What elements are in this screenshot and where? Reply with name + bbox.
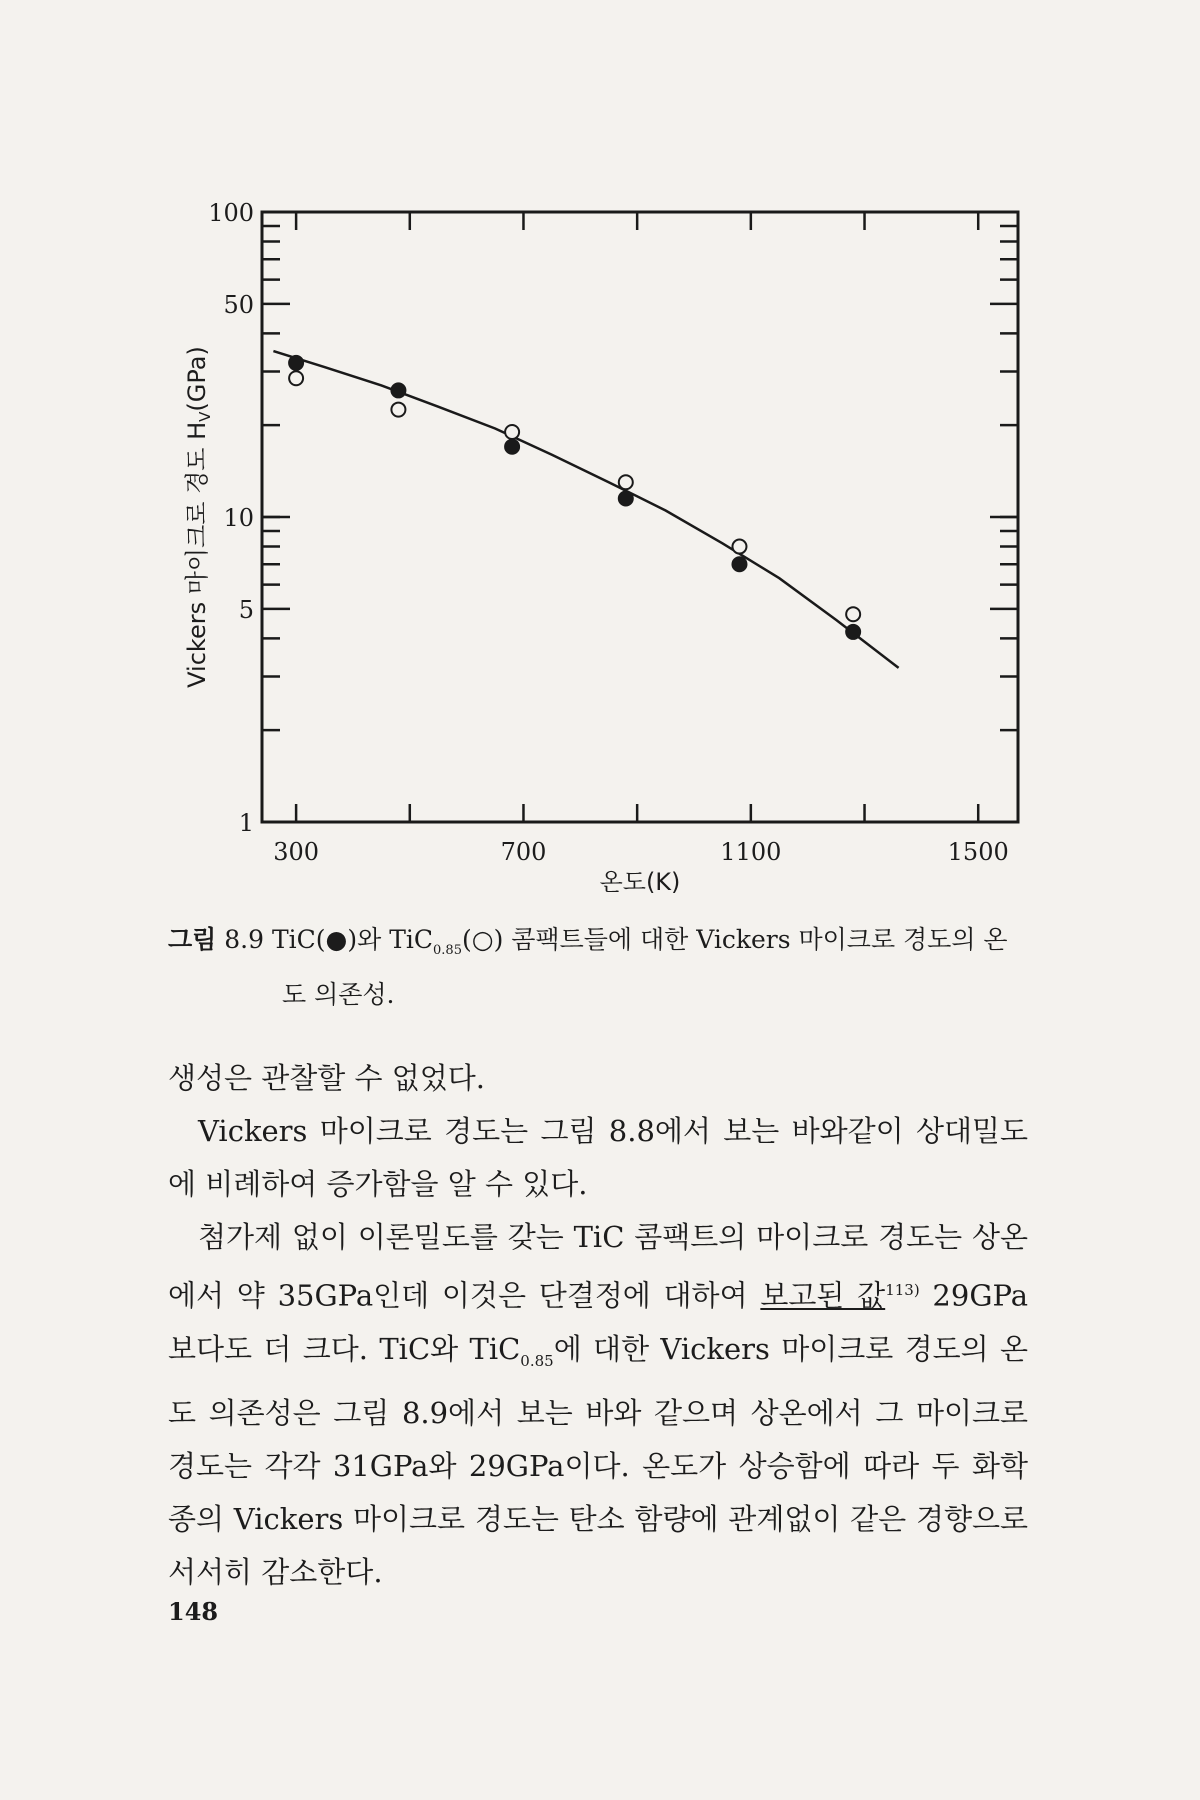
- x-axis-label: 온도(K): [599, 868, 681, 896]
- trend-curve: [273, 351, 898, 668]
- tic-point: [732, 557, 746, 571]
- x-tick-label: 1100: [720, 838, 782, 866]
- y-tick-labels: [208, 199, 254, 837]
- y-tick-label: 100: [208, 199, 254, 227]
- plot-frame: [262, 212, 1018, 822]
- paragraph-1: 생성은 관찰할 수 없었다.: [168, 1061, 486, 1095]
- caption-number: 8.9: [224, 925, 265, 954]
- caption-line-1: 그림 8.9 TiC(●)와 TiC$_{0.85}$(○) 콤팩트들에 대한 Vickers 마이크로 경도의 온: [168, 925, 1008, 958]
- caption-label: 그림: [168, 925, 217, 954]
- reference-number: 113): [885, 1281, 920, 1299]
- tic-point: [619, 491, 633, 505]
- x-tick-label: 300: [273, 838, 320, 866]
- body-text: [168, 1052, 1028, 1599]
- data-points: [289, 356, 860, 639]
- axis-ticks: [262, 212, 1018, 822]
- y-tick-label: 50: [223, 290, 254, 319]
- caption-line-2: 도 의존성.: [282, 980, 395, 1009]
- paragraph-3: 첨가제 없이 이론밀도를 갖는 TiC 콤팩트의 마이크로 경도는 상온에서 약 35GPa인데 이것은 단결정에 대하여 보고된 값$^{113)}$ 29GPa 보다도 더 크다. TiC와 TiC$_{0.85}$에 대한 Vickers 마이크로 경도의 온도 의존성은 그림 8.9에서 보는 바와 같으며 상온에서 그 마이크로 경도는 각각 31GPa와 29GPa이다. 온도가 상승함에 따라 두 화학종의 Vickers 마이크로 경도는 탄소 함량에 관계없이 같은 경향으로 서서히 감소한다.: [168, 1220, 1028, 1590]
- tic085-point: [846, 607, 860, 621]
- reference-text: 보고된 값: [760, 1278, 886, 1313]
- page-number: 148: [168, 1597, 219, 1626]
- x-tick-labels: [273, 838, 1009, 866]
- y-tick-label: 5: [238, 595, 254, 624]
- tic085-point: [505, 425, 519, 439]
- x-tick-label: 1500: [947, 838, 1009, 866]
- y-tick-label: 1: [238, 809, 254, 837]
- tic-point: [391, 383, 405, 397]
- tic085-point: [619, 475, 633, 489]
- figure-caption: [168, 918, 1028, 1017]
- tic085-point: [391, 403, 405, 417]
- y-axis-label: Vickers 마이크로 경도 $H_V(GPa)$: [183, 346, 214, 688]
- tic-point: [505, 440, 519, 454]
- tic085-point: [732, 540, 746, 554]
- y-tick-label: 10: [223, 504, 254, 532]
- tic-point: [846, 625, 860, 639]
- tic-point: [289, 356, 303, 370]
- tic085-point: [289, 371, 303, 385]
- paragraph-2: Vickers 마이크로 경도는 그림 8.8에서 보는 바와같이 상대밀도에 비례하여 증가함을 알 수 있다.: [168, 1114, 1028, 1201]
- x-tick-label: 700: [500, 838, 547, 866]
